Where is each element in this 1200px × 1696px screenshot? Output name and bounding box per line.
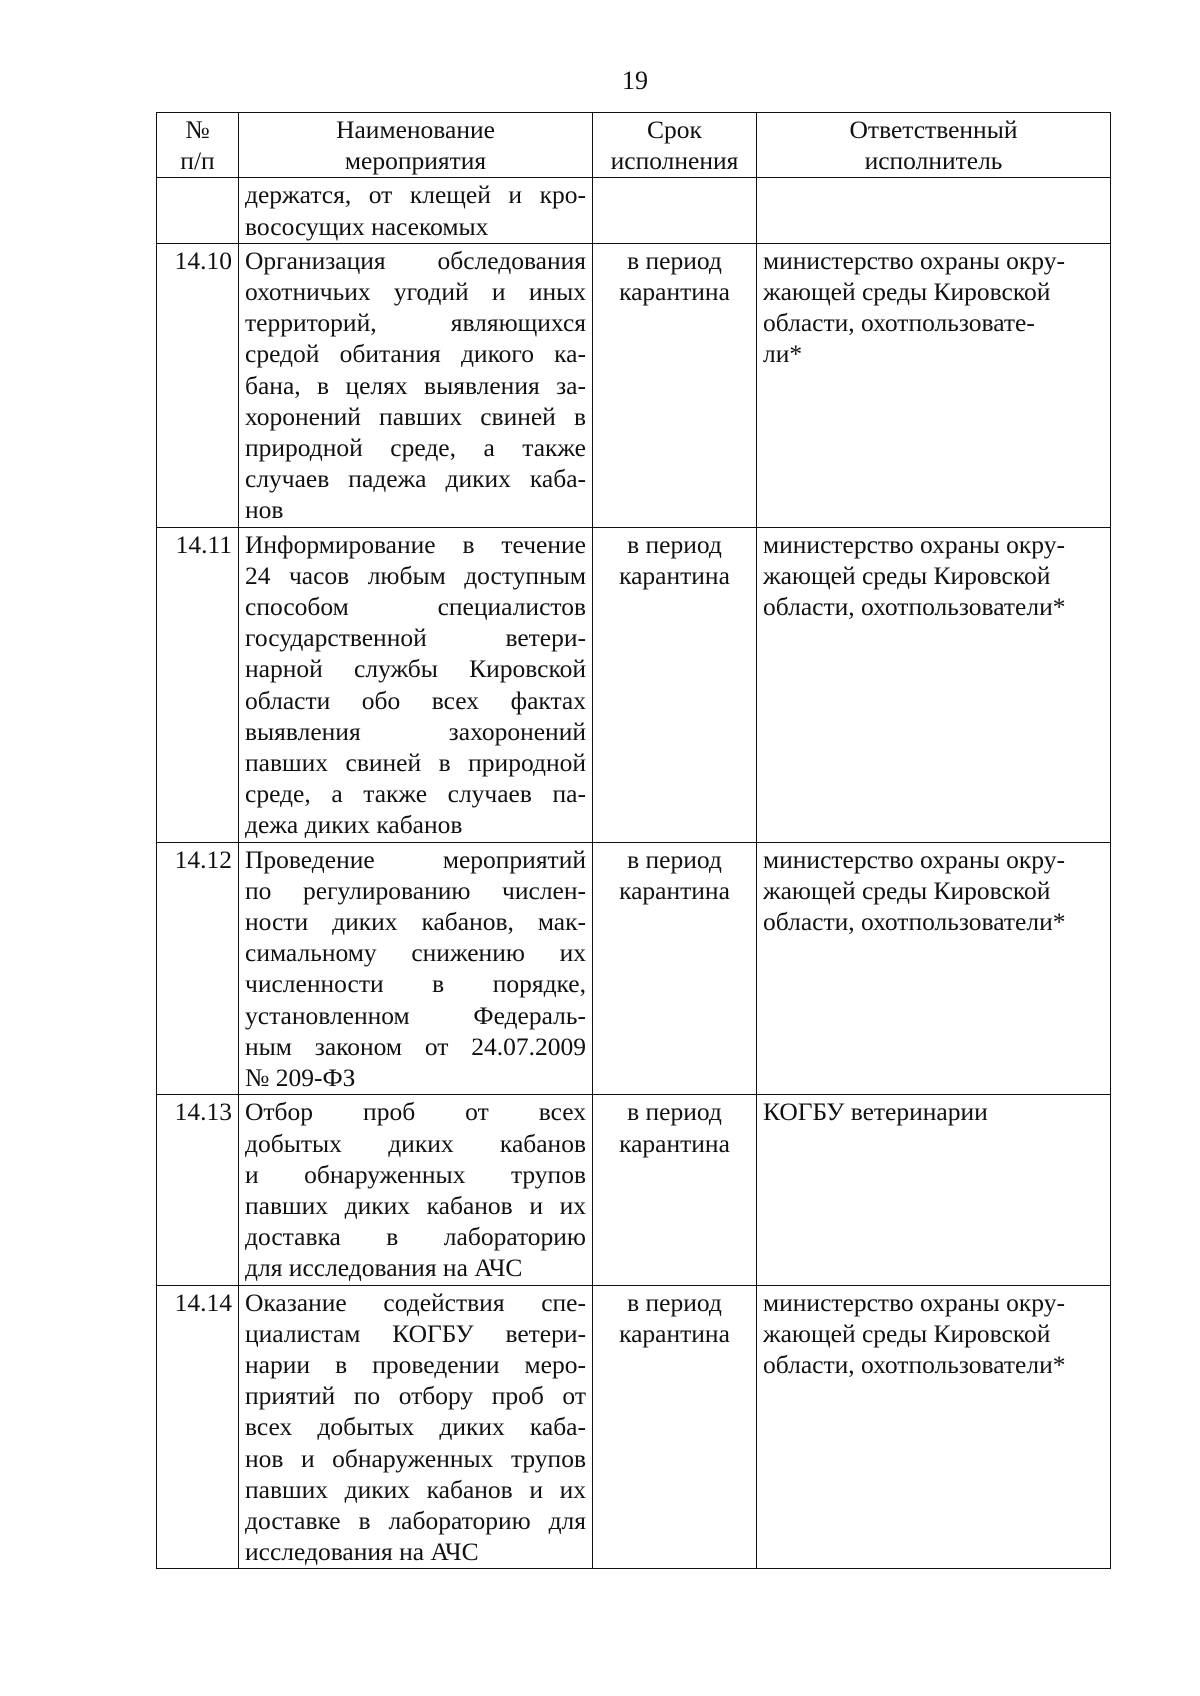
- measure-name-cell: [239, 1095, 593, 1285]
- cell-line: в период: [627, 1097, 722, 1127]
- header-name: [239, 113, 593, 178]
- cell-line: павших свиней в природной: [245, 748, 586, 778]
- cell-line: министерство охраны окру-: [763, 844, 1065, 874]
- cell-line: нов: [245, 495, 284, 525]
- row-number-cell: 14.11: [157, 527, 239, 842]
- header-line: исполнитель: [864, 146, 1003, 176]
- cell-line: в период: [627, 529, 722, 559]
- cell-line: Организация обследования: [245, 245, 586, 275]
- header-num: [157, 113, 239, 178]
- cell-line: бана, в целях выявления за-: [245, 370, 586, 400]
- term-cell: [593, 243, 757, 527]
- cell-line: нарии в проведении меро-: [245, 1349, 586, 1379]
- cell-line: ли*: [763, 339, 803, 369]
- table-header-row: [157, 113, 1111, 178]
- row-number-cell: [157, 178, 239, 243]
- measure-name-cell: [239, 243, 593, 527]
- cell-line: ным законом от 24.07.2009: [245, 1031, 586, 1061]
- cell-line: жающей среды Кировской: [763, 875, 1051, 905]
- header-line: исполнения: [610, 146, 739, 176]
- cell-line: в период: [627, 245, 722, 275]
- cell-line: циалистам КОГБУ ветери-: [245, 1318, 586, 1348]
- measures-table: [156, 112, 1111, 1569]
- cell-line: всех добытых диких каба-: [245, 1412, 586, 1442]
- page-number: 19: [622, 66, 648, 95]
- cell-line: карантина: [619, 277, 730, 307]
- cell-line: Информирование в течение: [245, 529, 586, 559]
- cell-line: карантина: [619, 875, 730, 905]
- header-term: [593, 113, 757, 178]
- header-responsible: [757, 113, 1111, 178]
- cell-line: павших диких кабанов и их: [245, 1474, 586, 1504]
- cell-line: выявления захоронений: [245, 716, 586, 746]
- cell-line: министерство охраны окру-: [763, 245, 1065, 275]
- term-cell: [593, 1095, 757, 1285]
- table-row: [157, 178, 1111, 243]
- term-cell: [593, 527, 757, 842]
- cell-line: доставка в лабораторию: [245, 1222, 586, 1252]
- cell-line: нарной службы Кировской: [245, 654, 586, 684]
- header-line: п/п: [180, 146, 215, 176]
- cell-line: доставке в лабораторию для: [245, 1505, 586, 1535]
- cell-line: исследования на АЧС: [245, 1537, 479, 1567]
- cell-line: Оказание содействия спе-: [245, 1287, 586, 1317]
- cell-line: жающей среды Кировской: [763, 277, 1051, 307]
- cell-line: дежа диких кабанов: [245, 810, 463, 840]
- cell-line: для исследования на АЧС: [245, 1253, 523, 1283]
- cell-line: хоронений павших свиней в: [245, 401, 586, 431]
- table-row: [157, 527, 1111, 842]
- cell-line: № 209-ФЗ: [245, 1063, 356, 1093]
- cell-line: жающей среды Кировской: [763, 560, 1051, 590]
- table-row: [157, 842, 1111, 1095]
- cell-line: в период: [627, 844, 722, 874]
- term-cell: [593, 178, 757, 243]
- row-number-cell: 14.12: [157, 842, 239, 1095]
- cell-line: установленном Федераль-: [245, 1000, 586, 1030]
- cell-line: области, охотпользовате-: [763, 308, 1035, 338]
- responsible-cell: [757, 1095, 1111, 1285]
- cell-line: средой обитания дикого ка-: [245, 339, 586, 369]
- cell-line: Проведение мероприятий: [245, 844, 586, 874]
- responsible-cell: [757, 243, 1111, 527]
- cell-line: добытых диких кабанов: [245, 1128, 586, 1158]
- cell-line: жающей среды Кировской: [763, 1318, 1051, 1348]
- header-line: №: [185, 115, 210, 144]
- cell-line: охотничьих угодий и иных: [245, 277, 586, 307]
- table-row: [157, 1285, 1111, 1569]
- header-line: Срок: [647, 115, 702, 144]
- cell-line: способом специалистов: [245, 592, 586, 622]
- table-row: [157, 243, 1111, 527]
- cell-line: министерство охраны окру-: [763, 529, 1065, 559]
- cell-line: в период: [627, 1287, 722, 1317]
- cell-line: приятий по отбору проб от: [245, 1381, 586, 1411]
- cell-line: нов и обнаруженных трупов: [245, 1443, 586, 1473]
- responsible-cell: [757, 527, 1111, 842]
- responsible-cell: [757, 1285, 1111, 1569]
- measure-name-cell: [239, 1285, 593, 1569]
- cell-line: области, охотпользователи*: [763, 1349, 1066, 1379]
- term-cell: [593, 842, 757, 1095]
- measure-name-cell: [239, 842, 593, 1095]
- row-number-cell: 14.13: [157, 1095, 239, 1285]
- term-cell: [593, 1285, 757, 1569]
- responsible-cell: [757, 178, 1111, 243]
- cell-line: павших диких кабанов и их: [245, 1190, 586, 1220]
- cell-line: карантина: [619, 1128, 730, 1158]
- cell-line: среде, а также случаев па-: [245, 779, 586, 809]
- cell-line: 24 часов любым доступным: [245, 560, 586, 590]
- measure-name-cell: [239, 178, 593, 243]
- cell-line: численности в порядке,: [245, 969, 586, 999]
- cell-line: карантина: [619, 560, 730, 590]
- table-row: [157, 1095, 1111, 1285]
- cell-line: ности диких кабанов, мак-: [245, 907, 586, 937]
- cell-line: симальному снижению их: [245, 938, 586, 968]
- header-line: Ответственный: [849, 115, 1018, 144]
- cell-line: по регулированию числен-: [245, 875, 586, 905]
- cell-line: и обнаруженных трупов: [245, 1159, 586, 1189]
- cell-line: области, охотпользователи*: [763, 592, 1066, 622]
- cell-line: случаев падежа диких каба-: [245, 464, 586, 494]
- cell-line: Отбор проб от всех: [245, 1097, 586, 1127]
- header-line: мероприятия: [344, 146, 487, 176]
- cell-line: карантина: [619, 1318, 730, 1348]
- row-number-cell: 14.14: [157, 1285, 239, 1569]
- cell-line: территорий, являющихся: [245, 308, 586, 338]
- cell-line: государственной ветери-: [245, 623, 586, 653]
- measure-name-cell: [239, 527, 593, 842]
- cell-line: области, охотпользователи*: [763, 907, 1066, 937]
- cell-line: области обо всех фактах: [245, 685, 586, 715]
- cell-line: министерство охраны окру-: [763, 1287, 1065, 1317]
- responsible-cell: [757, 842, 1111, 1095]
- row-number-cell: 14.10: [157, 243, 239, 527]
- cell-line: природной среде, а также: [245, 433, 586, 463]
- cell-line: вососущих насекомых: [245, 211, 489, 241]
- cell-line: держатся, от клещей и кро-: [245, 180, 586, 210]
- header-line: Наименование: [336, 115, 495, 144]
- cell-line: КОГБУ ветеринарии: [763, 1097, 988, 1127]
- table-body: [157, 178, 1111, 1569]
